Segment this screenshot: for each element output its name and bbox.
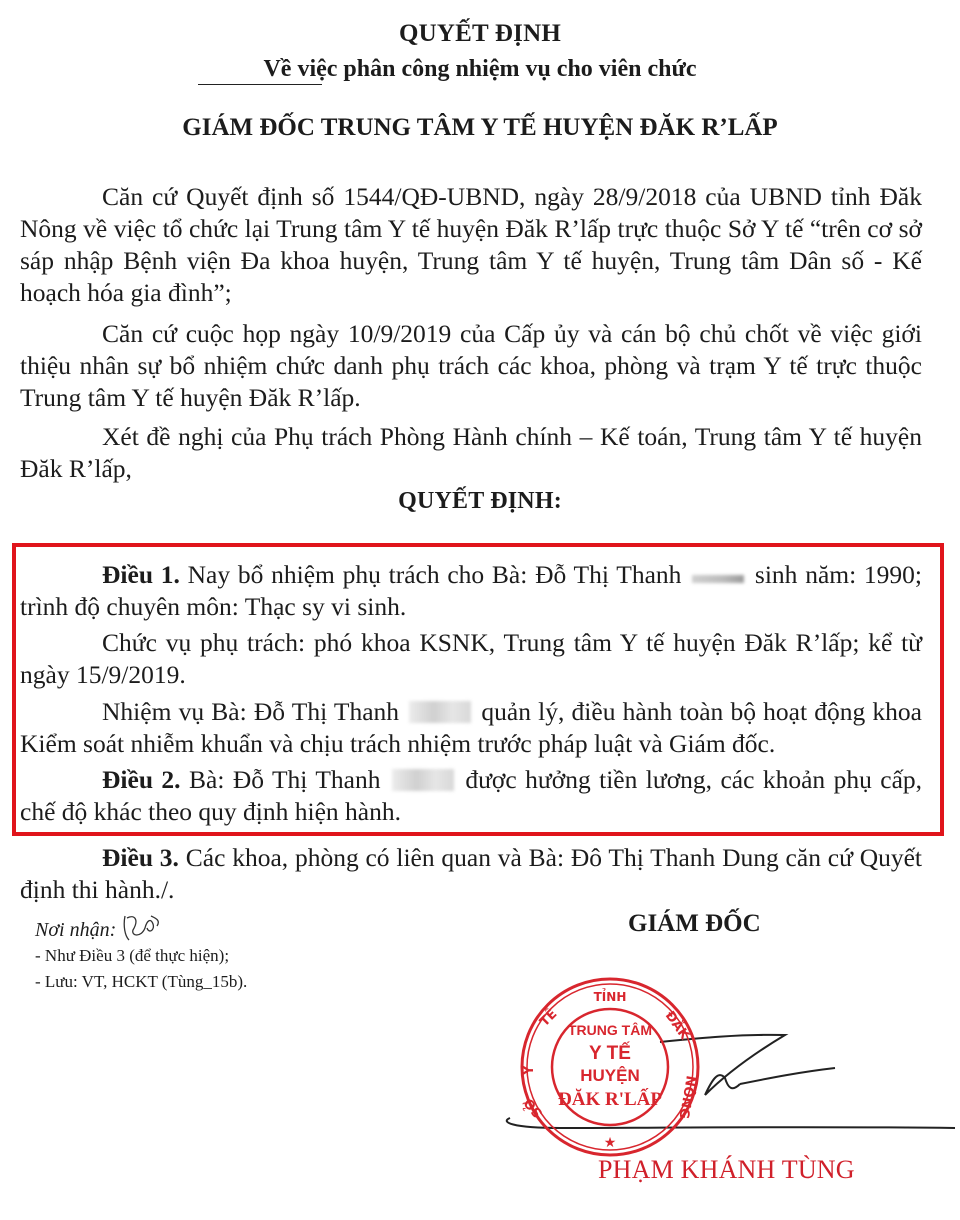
article-2 [20, 764, 922, 828]
legal-basis-2: Căn cứ cuộc họp ngày 10/9/2019 của Cấp ủy và cán bộ chủ chốt về việc giới thiệu nhân sự bổ nhiệm chức danh phụ trách các khoa, phòng và trạm Y tế trực thuộc Trung tâm Y tế huyện Đăk R’lấp. [20, 319, 922, 412]
issuing-authority: GIÁM ĐỐC TRUNG TÂM Y TẾ HUYỆN ĐĂK R’LẤP [182, 114, 778, 141]
subtitle-text: Về việc phân công nhiệm vụ cho viên chức [263, 56, 697, 82]
document-title: QUYẾT ĐỊNH [399, 20, 561, 47]
signer-name: PHẠM KHÁNH TÙNG [598, 1155, 855, 1184]
svg-text:Y: Y [522, 1065, 537, 1075]
article-1-position: Chức vụ phụ trách: phó khoa KSNK, Trung tâm Y tế huyện Đăk R’lấp; kể từ ngày 15/9/2019. [20, 628, 922, 689]
article-1 [20, 559, 922, 623]
svg-text:TẾ: TẾ [537, 1006, 561, 1030]
document-subtitle [0, 56, 960, 83]
decision-heading: QUYẾT ĐỊNH: [398, 488, 562, 514]
svg-text:HUYỆN: HUYỆN [580, 1066, 640, 1085]
subtitle-underline [198, 84, 322, 85]
official-stamp-icon [515, 975, 705, 1160]
article-1-duty [20, 696, 922, 760]
legal-basis-1: Căn cứ Quyết định số 1544/QĐ-UBND, ngày 28/9/2018 của UBND tỉnh Đăk Nông về việc tổ chức lại Trung tâm Y tế huyện Đăk R’lấp trực thuộc Sở Y tế “trên cơ sở sáp nhập Bệnh viện Đa khoa huyện, Trung tâm Y tế huyện, Trung tâm Dân số - Kế hoạch hóa gia đình”; [20, 182, 922, 307]
article-2-label: Điều 2. [102, 765, 181, 794]
redacted-name [392, 769, 454, 791]
svg-text:ĐẮK: ĐẮK [661, 1008, 692, 1043]
article-3-label: Điều 3. [102, 843, 179, 872]
recipient-item: - Lưu: VT, HCKT (Tùng_15b). [35, 972, 248, 991]
duty-text-rest: quản lý, điều hành toàn bộ hoạt động khoa Kiểm soát nhiễm khuẩn và chịu trách nhiệm trước pháp luật và Giám đốc. [20, 697, 922, 758]
article-3 [20, 842, 922, 906]
duty-text: Nhiệm vụ Bà: Đỗ Thị Thanh [102, 697, 400, 726]
svg-text:★: ★ [603, 1135, 617, 1151]
proposal-basis: Xét đề nghị của Phụ trách Phòng Hành chính – Kế toán, Trung tâm Y tế huyện Đăk R’lấp, [20, 422, 922, 483]
article-1-label: Điều 1. [102, 560, 180, 589]
initials-signature-icon [121, 912, 171, 942]
article-1-text: Nay bổ nhiệm phụ trách cho Bà: Đỗ Thị Thanh [179, 560, 682, 589]
recipients-label: Nơi nhận: [35, 919, 117, 941]
svg-text:ĐĂK R'LẤP: ĐĂK R'LẤP [558, 1089, 662, 1110]
svg-text:TỈNH: TỈNH [593, 990, 627, 1004]
article-3-text: Các khoa, phòng có liên quan và Bà: Đô Thị Thanh Dung căn cứ Quyết định thi hành./. [20, 843, 923, 904]
svg-text:SỞ: SỞ [521, 1094, 547, 1121]
svg-text:TRUNG TÂM: TRUNG TÂM [568, 1022, 652, 1038]
article-2-text-rest: được hưởng tiền lương, các khoản phụ cấp, chế độ khác theo quy định hiện hành. [20, 765, 923, 826]
recipients-title [35, 912, 171, 942]
recipient-item: - Như Điều 3 (để thực hiện); [35, 946, 230, 965]
redacted-name [409, 701, 471, 723]
svg-text:NÔNG: NÔNG [675, 1074, 698, 1120]
article-2-text: Bà: Đỗ Thị Thanh [180, 765, 381, 794]
article-1-text-rest: sinh năm: 1990; trình độ chuyên môn: Thạc sy vi sinh. [20, 560, 923, 621]
signer-role: GIÁM ĐỐC [628, 910, 761, 937]
redacted-name [692, 575, 744, 583]
svg-text:Y TẾ: Y TẾ [589, 1043, 631, 1064]
